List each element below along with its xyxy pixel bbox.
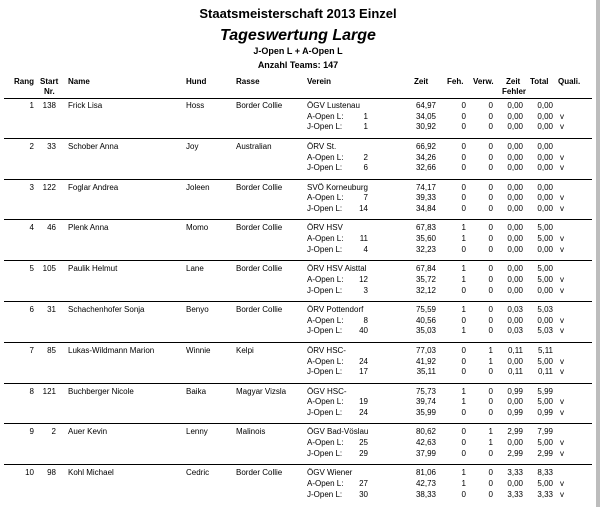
row-separator	[4, 423, 592, 424]
cell-verw: 0	[488, 408, 493, 417]
class-line: J-Open L + A-Open L	[253, 46, 343, 56]
cell-verw: 1	[488, 345, 493, 355]
cell-verw: 0	[488, 193, 493, 203]
cell-verw: 0	[488, 244, 493, 254]
cell-zeit-fehler: 0,00	[507, 264, 523, 274]
cell-rasse: Border Collie	[236, 468, 283, 478]
col-zeit-fehler-2: Fehler	[502, 87, 527, 96]
cell-zeit-fehler: 0,11	[508, 367, 523, 377]
cell-verw: 0	[488, 204, 493, 213]
cell-zeit-fehler: 0,00	[507, 234, 523, 244]
cell-total: 0,00	[537, 152, 553, 162]
cell-zeit: 35,99	[415, 408, 436, 417]
col-start-nr: Nr.	[44, 87, 55, 96]
cell-start: 98	[47, 468, 56, 478]
cell-zeit-fehler: 0,00	[507, 478, 523, 488]
cell-total: 0,00	[537, 182, 553, 192]
cell-zeit: 35,11	[416, 367, 436, 377]
cell-rasse: Australian	[236, 141, 272, 151]
cell-verw: 0	[488, 285, 493, 295]
cell-sub-rank: 7	[363, 193, 368, 203]
page-edge	[596, 0, 600, 507]
cell-sub-label: A-Open L:	[307, 152, 344, 162]
cell-zeit: 34,05	[415, 111, 436, 121]
cell-verw: 0	[488, 223, 493, 233]
cell-sub-rank: 17	[359, 367, 368, 377]
cell-verein: ÖRV HSV Aisttal	[307, 264, 367, 274]
cell-name: Paulik Helmut	[68, 264, 118, 274]
cell-hund: Baika	[186, 386, 207, 396]
cell-total: 5,00	[537, 356, 553, 366]
cell-rang: 10	[25, 468, 34, 478]
cell-feh: 0	[461, 285, 466, 295]
cell-name: Frick Lisa	[68, 101, 103, 110]
col-start: Start	[40, 77, 59, 86]
cell-sub-rank: 27	[359, 478, 368, 488]
cell-quali: v	[560, 315, 564, 325]
cell-verw: 0	[488, 274, 493, 284]
cell-zeit: 77,03	[415, 345, 436, 355]
cell-feh: 0	[461, 204, 466, 213]
cell-sub-label: A-Open L:	[307, 397, 344, 407]
cell-feh: 1	[461, 264, 466, 274]
cell-hund: Lenny	[186, 427, 208, 437]
cell-verw: 0	[488, 468, 493, 478]
row-separator	[4, 301, 592, 302]
cell-sub-label: J-Open L:	[307, 122, 343, 132]
cell-feh: 1	[461, 386, 466, 396]
cell-total: 0,00	[537, 141, 553, 151]
cell-verein: ÖGV Wiener	[307, 468, 353, 478]
cell-rang: 8	[29, 386, 34, 396]
cell-sub-rank: 6	[363, 163, 368, 173]
cell-zeit: 32,66	[415, 163, 436, 173]
row-separator	[4, 383, 592, 384]
col-feh: Feh.	[447, 77, 464, 86]
cell-zeit: 81,06	[415, 468, 436, 478]
cell-feh: 1	[461, 305, 466, 314]
cell-sub-label: J-Open L:	[307, 408, 343, 417]
cell-verein: ÖGV HSC-	[307, 386, 347, 396]
cell-name: Buchberger Nicole	[68, 386, 134, 396]
cell-name: Lukas-Wildmann Marion	[68, 345, 155, 355]
cell-sub-label: A-Open L:	[307, 438, 344, 448]
cell-verw: 0	[488, 141, 493, 151]
cell-total: 0,00	[537, 315, 553, 325]
cell-total: 5,00	[537, 438, 553, 448]
cell-verein: ÖRV HSV	[307, 223, 343, 233]
cell-sub-label: A-Open L:	[307, 274, 344, 284]
cell-start: 122	[42, 182, 56, 192]
cell-zeit: 40,56	[415, 315, 436, 325]
cell-feh: 1	[461, 468, 466, 478]
cell-total: 0,00	[537, 204, 553, 213]
cell-total: 0,00	[537, 193, 553, 203]
cell-verein: ÖRV HSC-	[307, 345, 346, 355]
cell-hund: Hoss	[186, 101, 205, 110]
cell-verw: 0	[488, 122, 493, 132]
cell-total: 5,00	[537, 234, 553, 244]
cell-total: 5,11	[538, 345, 553, 355]
cell-sub-rank: 29	[359, 448, 368, 458]
cell-feh: 0	[461, 244, 466, 254]
cell-zeit: 64,97	[415, 101, 436, 110]
cell-sub-label: J-Open L:	[307, 285, 343, 295]
cell-verw: 0	[488, 111, 493, 121]
cell-zeit-fehler: 0,00	[507, 356, 523, 366]
cell-verw: 0	[488, 448, 493, 458]
cell-total: 5,00	[537, 223, 553, 233]
cell-zeit: 80,62	[415, 427, 436, 437]
cell-total: 7,99	[537, 427, 553, 437]
cell-total: 3,33	[537, 489, 553, 499]
cell-feh: 0	[461, 356, 466, 366]
cell-zeit-fehler: 0,00	[507, 438, 523, 448]
cell-start: 2	[51, 427, 56, 437]
cell-verw: 0	[488, 234, 493, 244]
cell-rasse: Border Collie	[236, 182, 283, 192]
cell-zeit-fehler: 0,00	[507, 223, 523, 233]
cell-start: 33	[47, 141, 56, 151]
cell-verw: 0	[488, 264, 493, 274]
cell-zeit-fehler: 3,33	[507, 489, 523, 499]
cell-sub-label: A-Open L:	[307, 111, 344, 121]
cell-quali: v	[560, 111, 564, 121]
cell-rasse: Border Collie	[236, 223, 283, 233]
cell-sub-rank: 11	[359, 234, 368, 244]
cell-zeit: 74,17	[415, 182, 436, 192]
cell-quali: v	[560, 244, 564, 254]
cell-hund: Winnie	[186, 345, 211, 355]
cell-quali: v	[560, 326, 564, 336]
cell-rasse: Border Collie	[236, 264, 283, 274]
cell-quali: v	[560, 478, 564, 488]
col-rang: Rang	[14, 77, 34, 86]
cell-rasse: Border Collie	[236, 101, 283, 110]
cell-feh: 1	[461, 326, 466, 336]
cell-zeit: 35,03	[415, 326, 436, 336]
cell-zeit-fehler: 0,00	[507, 193, 523, 203]
cell-sub-label: J-Open L:	[307, 326, 343, 336]
cell-sub-rank: 19	[359, 397, 368, 407]
cell-feh: 0	[461, 141, 466, 151]
cell-name: Schachenhofer Sonja	[68, 305, 145, 314]
cell-sub-rank: 12	[359, 274, 368, 284]
cell-quali: v	[560, 367, 564, 377]
cell-zeit-fehler: 0,00	[507, 152, 523, 162]
cell-rasse: Border Collie	[236, 305, 283, 314]
cell-zeit: 32,12	[415, 285, 436, 295]
cell-rang: 6	[29, 305, 34, 314]
cell-quali: v	[560, 408, 564, 417]
cell-verw: 0	[488, 367, 493, 377]
cell-sub-rank: 2	[363, 152, 368, 162]
cell-total: 2,99	[537, 448, 553, 458]
cell-sub-rank: 1	[363, 122, 368, 132]
cell-verw: 0	[488, 182, 493, 192]
cell-zeit-fehler: 0,03	[507, 326, 523, 336]
cell-zeit: 37,99	[415, 448, 436, 458]
cell-feh: 0	[461, 152, 466, 162]
cell-verw: 0	[488, 478, 493, 488]
cell-feh: 0	[461, 101, 466, 110]
cell-zeit-fehler: 0,00	[507, 315, 523, 325]
cell-sub-rank: 30	[359, 489, 368, 499]
cell-feh: 0	[461, 193, 466, 203]
cell-sub-rank: 14	[359, 204, 368, 213]
cell-zeit-fehler: 0,00	[507, 397, 523, 407]
cell-quali: v	[560, 152, 564, 162]
cell-zeit-fehler: 3,33	[507, 468, 523, 478]
cell-feh: 0	[461, 489, 466, 499]
cell-total: 5,00	[537, 478, 553, 488]
cell-rang: 4	[29, 223, 34, 233]
cell-feh: 0	[461, 111, 466, 121]
cell-zeit-fehler: 0,00	[507, 111, 523, 121]
cell-rasse: Magyar Vizsla	[236, 386, 287, 396]
cell-sub-rank: 8	[363, 315, 368, 325]
cell-name: Kohl Michael	[68, 468, 114, 478]
row-separator	[4, 219, 592, 220]
cell-sub-rank: 1	[363, 111, 368, 121]
cell-total: 5,03	[537, 326, 553, 336]
cell-zeit: 30,92	[415, 122, 436, 132]
cell-zeit-fehler: 0,99	[507, 408, 523, 417]
cell-verein: ÖGV Lustenau	[307, 101, 360, 110]
cell-sub-rank: 24	[359, 356, 368, 366]
header-rule	[4, 98, 592, 99]
cell-start: 46	[47, 223, 56, 233]
cell-zeit: 67,84	[415, 264, 436, 274]
cell-total: 0,99	[537, 408, 553, 417]
cell-zeit-fehler: 2,99	[507, 427, 523, 437]
cell-zeit: 39,74	[415, 397, 436, 407]
cell-total: 8,33	[537, 468, 553, 478]
cell-sub-label: J-Open L:	[307, 367, 343, 377]
col-zeit: Zeit	[414, 77, 429, 86]
cell-zeit: 35,72	[415, 274, 436, 284]
cell-feh: 1	[461, 397, 466, 407]
cell-rang: 1	[29, 101, 34, 110]
cell-zeit-fehler: 2,99	[507, 448, 523, 458]
cell-zeit: 32,23	[415, 244, 436, 254]
cell-start: 121	[42, 386, 56, 396]
cell-zeit-fehler: 0,11	[508, 345, 523, 355]
cell-feh: 0	[461, 438, 466, 448]
cell-total: 5,00	[537, 264, 553, 274]
cell-zeit: 75,59	[415, 305, 436, 314]
cell-quali: v	[560, 122, 564, 132]
cell-total: 0,00	[537, 244, 553, 254]
cell-zeit: 66,92	[415, 141, 436, 151]
row-separator	[4, 260, 592, 261]
cell-quali: v	[560, 356, 564, 366]
cell-zeit: 34,26	[415, 152, 436, 162]
cell-quali: v	[560, 489, 564, 499]
cell-name: Plenk Anna	[68, 223, 109, 233]
document-title: Staatsmeisterschaft 2013 Einzel	[199, 6, 397, 21]
cell-quali: v	[560, 438, 564, 448]
cell-quali: v	[560, 193, 564, 203]
cell-verw: 0	[488, 101, 493, 110]
cell-quali: v	[560, 397, 564, 407]
cell-sub-label: A-Open L:	[307, 478, 344, 488]
cell-zeit-fehler: 0,00	[507, 274, 523, 284]
cell-hund: Lane	[186, 264, 204, 274]
cell-quali: v	[560, 234, 564, 244]
cell-verw: 0	[488, 386, 493, 396]
cell-total: 5,00	[537, 397, 553, 407]
cell-zeit-fehler: 0,00	[507, 163, 523, 173]
cell-zeit: 39,33	[415, 193, 436, 203]
cell-total: 0,00	[537, 285, 553, 295]
cell-start: 31	[47, 305, 56, 314]
cell-zeit-fehler: 0,03	[507, 305, 523, 314]
cell-verw: 0	[488, 489, 493, 499]
cell-feh: 0	[461, 182, 466, 192]
cell-zeit-fehler: 0,00	[507, 122, 523, 132]
cell-quali: v	[560, 274, 564, 284]
cell-feh: 1	[461, 234, 466, 244]
cell-verw: 0	[488, 305, 493, 314]
cell-rang: 2	[29, 141, 34, 151]
cell-quali: v	[560, 163, 564, 173]
cell-verein: ÖRV Pottendorf	[307, 305, 364, 314]
team-count: Anzahl Teams: 147	[257, 60, 339, 70]
cell-feh: 0	[461, 163, 466, 173]
cell-total: 5,00	[537, 274, 553, 284]
cell-verw: 1	[488, 356, 493, 366]
col-name: Name	[68, 77, 90, 86]
cell-hund: Joleen	[186, 182, 210, 192]
col-zeit-fehler-1: Zeit	[506, 77, 521, 86]
cell-feh: 0	[461, 427, 466, 437]
cell-verein: SVÖ Korneuburg	[307, 182, 368, 192]
cell-quali: v	[560, 285, 564, 295]
cell-verw: 0	[488, 152, 493, 162]
cell-zeit-fehler: 0,00	[507, 182, 523, 192]
cell-feh: 1	[461, 223, 466, 233]
cell-verw: 1	[488, 427, 493, 437]
cell-zeit-fehler: 0,00	[507, 141, 523, 151]
cell-total: 5,03	[537, 305, 553, 314]
row-separator	[4, 464, 592, 465]
cell-verw: 0	[488, 326, 493, 336]
cell-sub-label: J-Open L:	[307, 448, 343, 458]
cell-zeit-fehler: 0,99	[507, 386, 523, 396]
cell-start: 105	[42, 264, 56, 274]
cell-verw: 0	[488, 163, 493, 173]
cell-zeit: 38,33	[415, 489, 436, 499]
cell-sub-rank: 3	[363, 285, 368, 295]
cell-total: 0,00	[537, 101, 553, 110]
cell-verw: 0	[488, 315, 493, 325]
cell-zeit: 42,63	[415, 438, 436, 448]
cell-rasse: Malinois	[236, 427, 266, 437]
cell-feh: 1	[461, 274, 466, 284]
cell-zeit: 75,73	[415, 386, 436, 396]
col-verw: Verw.	[473, 77, 494, 86]
cell-total: 0,00	[537, 111, 553, 121]
cell-sub-label: A-Open L:	[307, 315, 344, 325]
cell-feh: 0	[461, 367, 466, 377]
cell-zeit: 67,83	[415, 223, 436, 233]
cell-sub-rank: 25	[359, 438, 368, 448]
cell-sub-label: A-Open L:	[307, 234, 344, 244]
row-separator	[4, 342, 592, 343]
cell-rang: 9	[29, 427, 34, 437]
cell-feh: 0	[461, 408, 466, 417]
cell-start: 85	[47, 345, 56, 355]
cell-start: 138	[42, 101, 56, 110]
row-separator	[4, 138, 592, 139]
cell-sub-label: J-Open L:	[307, 204, 343, 213]
cell-name: Schober Anna	[68, 141, 119, 151]
cell-hund: Joy	[186, 141, 199, 151]
cell-sub-rank: 4	[363, 244, 368, 254]
cell-sub-label: J-Open L:	[307, 163, 343, 173]
cell-name: Auer Kevin	[68, 427, 108, 437]
cell-feh: 0	[461, 448, 466, 458]
cell-verw: 0	[488, 397, 493, 407]
cell-verw: 1	[488, 438, 493, 448]
cell-name: Foglar Andrea	[68, 182, 119, 192]
cell-rang: 3	[29, 182, 34, 192]
cell-zeit-fehler: 0,00	[507, 101, 523, 110]
cell-verein: ÖGV Bad-Vöslau	[307, 427, 369, 437]
cell-zeit: 34,84	[415, 204, 436, 213]
cell-total: 0,11	[538, 367, 553, 377]
cell-quali: v	[560, 448, 564, 458]
cell-rang: 7	[29, 345, 34, 355]
cell-hund: Cedric	[186, 468, 210, 478]
cell-rang: 5	[29, 264, 34, 274]
cell-feh: 1	[461, 478, 466, 488]
row-separator	[4, 179, 592, 180]
document-subtitle: Tageswertung Large	[220, 27, 376, 44]
cell-zeit-fehler: 0,00	[507, 244, 523, 254]
cell-zeit: 42,73	[415, 478, 436, 488]
col-hund: Hund	[186, 77, 207, 86]
cell-sub-rank: 24	[359, 408, 368, 417]
cell-zeit-fehler: 0,00	[507, 285, 523, 295]
cell-rasse: Kelpi	[236, 345, 254, 355]
col-rasse: Rasse	[236, 77, 260, 86]
cell-quali: v	[560, 204, 564, 213]
cell-sub-label: A-Open L:	[307, 356, 344, 366]
cell-total: 5,99	[537, 386, 553, 396]
cell-feh: 0	[461, 122, 466, 132]
col-quali: Quali.	[558, 77, 581, 86]
cell-total: 0,00	[537, 163, 553, 173]
cell-verein: ÖRV St.	[307, 141, 337, 151]
cell-zeit-fehler: 0,00	[507, 204, 523, 213]
cell-sub-label: J-Open L:	[307, 244, 343, 254]
cell-zeit: 41,92	[415, 356, 436, 366]
cell-sub-rank: 40	[359, 326, 368, 336]
cell-feh: 0	[461, 315, 466, 325]
cell-total: 0,00	[537, 122, 553, 132]
cell-sub-label: A-Open L:	[307, 193, 344, 203]
cell-hund: Momo	[186, 223, 209, 233]
cell-feh: 0	[461, 345, 466, 355]
cell-zeit: 35,60	[415, 234, 436, 244]
cell-hund: Benyo	[186, 305, 209, 314]
col-total: Total	[530, 77, 549, 86]
cell-sub-label: J-Open L:	[307, 489, 343, 499]
col-verein: Verein	[307, 77, 332, 86]
